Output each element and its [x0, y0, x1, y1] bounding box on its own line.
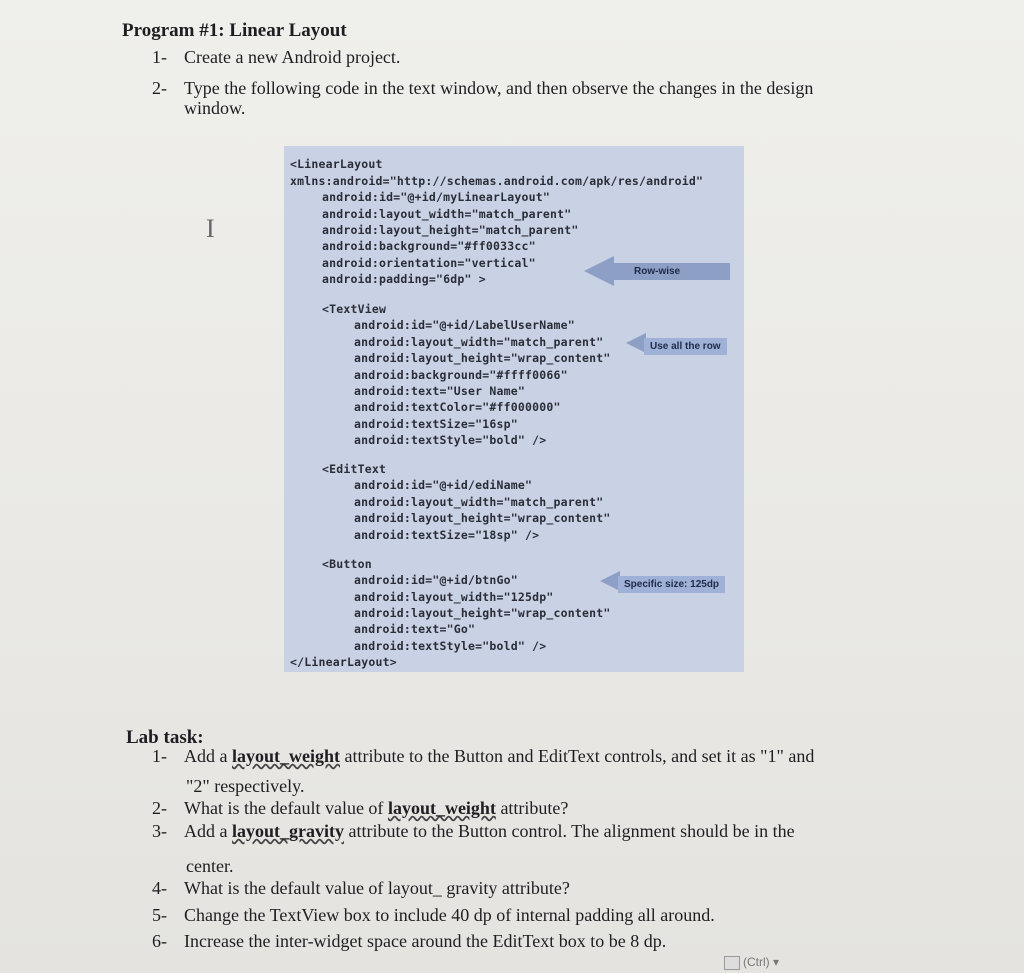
program-heading: Program #1: Linear Layout	[122, 20, 347, 41]
code-line: android:layout_width="match_parent"	[322, 207, 572, 221]
code-line: android:text="Go"	[354, 622, 476, 636]
lab-item-1-continued: "2" respectively.	[186, 776, 305, 796]
code-line: android:background="#ffff0066"	[354, 368, 568, 382]
code-line: <LinearLayout	[290, 157, 383, 171]
code-line: android:layout_height="match_parent"	[322, 223, 579, 237]
code-line: android:textSize="16sp"	[354, 417, 518, 431]
code-line: android:textStyle="bold" />	[354, 433, 547, 447]
paste-options-button[interactable]: (Ctrl) ▾	[724, 955, 804, 973]
code-line: <TextView	[322, 302, 387, 316]
code-line: android:layout_height="wrap_content"	[354, 606, 611, 620]
code-line: <EditText	[322, 462, 387, 476]
use-all-row-arrow-icon	[626, 333, 646, 353]
code-line: android:padding="6dp" >	[322, 272, 486, 286]
code-line: android:orientation="vertical"	[322, 256, 536, 270]
code-line: </LinearLayout>	[290, 655, 397, 669]
lab-item-3-continued: center.	[186, 856, 234, 876]
lab-item-3: 3- Add a layout_gravity attribute to the Button control. The alignment should be in the	[152, 821, 795, 841]
code-line: android:textSize="18sp" />	[354, 528, 540, 542]
specific-size-note: Specific size: 125dp	[618, 576, 725, 593]
code-line: android:layout_height="wrap_content"	[354, 511, 611, 525]
code-line: <Button	[322, 557, 372, 571]
code-line: android:layout_width="match_parent"	[354, 495, 604, 509]
code-line: android:layout_height="wrap_content"	[354, 351, 611, 365]
lab-item-5: 5- Change the TextView box to include 40 dp of internal padding all around.	[152, 905, 715, 925]
code-line: android:id="@+id/LabelUserName"	[354, 318, 575, 332]
lab-item-4: 4- What is the default value of layout_ gravity attribute?	[152, 878, 570, 898]
text-cursor-icon: I	[206, 214, 215, 243]
lab-item-6: 6- Increase the inter-widget space around the EditText box to be 8 dp.	[152, 931, 667, 951]
step-2-continued: window.	[184, 98, 246, 118]
code-line: android:textStyle="bold" />	[354, 639, 547, 653]
use-all-row-note: Use all the row	[644, 338, 727, 355]
code-line: android:id="@+id/btnGo"	[354, 573, 518, 587]
step-2: 2- Type the following code in the text window, and then observe the changes in the design	[152, 78, 814, 98]
code-line: android:textColor="#ff000000"	[354, 400, 561, 414]
code-line: android:text="User Name"	[354, 384, 525, 398]
code-line: android:layout_width="match_parent"	[354, 335, 604, 349]
lab-item-2: 2- What is the default value of layout_weight attribute?	[152, 798, 569, 818]
code-line: android:layout_width="125dp"	[354, 590, 554, 604]
step-1: 1- Create a new Android project.	[152, 47, 401, 67]
code-line: android:background="#ff0033cc"	[322, 239, 536, 253]
lab-task-heading: Lab task:	[126, 727, 204, 748]
lab-item-1: 1- Add a layout_weight attribute to the Button and EditText controls, and set it as "1" and	[152, 746, 815, 766]
clipboard-icon	[724, 956, 740, 970]
code-line: android:id="@+id/ediName"	[354, 478, 533, 492]
code-line: android:id="@+id/myLinearLayout"	[322, 190, 550, 204]
row-wise-arrow-icon	[584, 256, 614, 286]
row-wise-note: Row-wise	[634, 266, 681, 277]
code-line: xmlns:android="http://schemas.android.com/apk/res/android"	[290, 174, 704, 188]
specific-size-arrow-icon	[600, 571, 620, 591]
